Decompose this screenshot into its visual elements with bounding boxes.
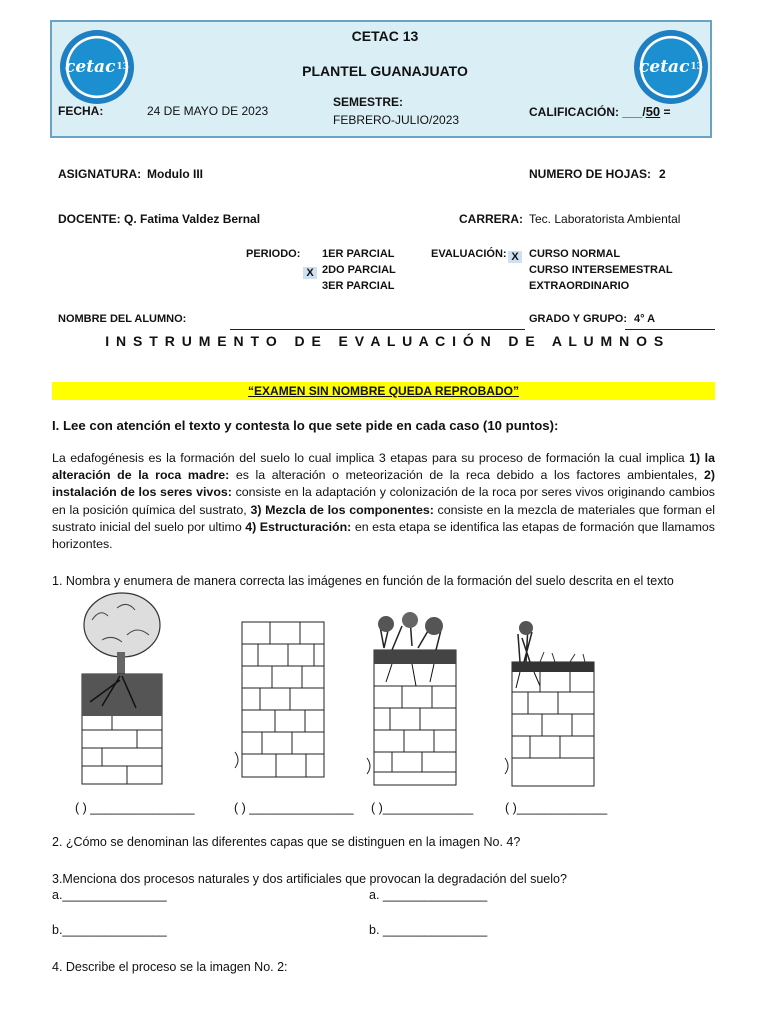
campus-title: PLANTEL GUANAJUATO: [302, 63, 468, 79]
periodo-1: 1ER PARCIAL: [322, 248, 395, 260]
soil-image-grass: [500, 618, 610, 790]
evaluacion-2: CURSO INTERSEMESTRAL: [529, 264, 673, 276]
soil-image-plants: [362, 610, 472, 790]
evaluacion-3: EXTRAORDINARIO: [529, 280, 630, 292]
carrera-label: CARRERA:: [459, 212, 523, 226]
periodo-label: PERIODO:: [246, 248, 301, 260]
question-4: 4. Describe el proceso se la imagen No. 2:: [52, 960, 288, 974]
alumno-line[interactable]: [230, 329, 525, 330]
answer-blank-3[interactable]: ( )_____________: [371, 801, 474, 815]
answer-blank-4[interactable]: ( )_____________: [505, 801, 608, 815]
hojas-label: NUMERO DE HOJAS:: [529, 167, 652, 181]
hojas-value: 2: [659, 167, 666, 181]
asignatura-value: Modulo III: [147, 167, 203, 181]
section-title: I. Lee con atención el texto y contesta lo que sete pide en cada caso (10 puntos):: [52, 418, 559, 433]
answer-blank-1[interactable]: ( ) _______________: [75, 801, 195, 815]
question-3: 3.Menciona dos procesos naturales y dos artificiales que provocan la degradación del suelo?: [52, 872, 567, 886]
fecha-value: 24 DE MAYO DE 2023: [147, 104, 269, 118]
grado-line: [625, 329, 715, 330]
instrument-title: I N S T R U M E N T O D E E V A L U A C I Ó N D E A L U M N O S: [105, 333, 665, 349]
calificacion: CALIFICACIÓN: ___/50 =: [529, 104, 671, 119]
soil-image-tree: [72, 590, 182, 790]
grado-label: GRADO Y GRUPO:: [529, 313, 627, 325]
alumno-label: NOMBRE DEL ALUMNO:: [58, 313, 187, 325]
cetac-logo-right: cetac 13: [634, 30, 708, 104]
instruction-paragraph: La edafogénesis es la formación del suelo lo cual implica 3 etapas para su proceso de formación la cual implica 1) la alteración de la roca madre: es la alteración o meteorización de la reca debido a los factores ambientales, 2) instalación de los seres vivos: consiste en la adaptación y colonización de la roca por seres vivos originando cambios en la posición química del sustrato, 3) Mezcla de los componentes: consiste en la mezcla de materiales que forman el sustrato inicial del suelo por ultimo 4) Estructuración: en esta etapa se identifica las etapas de formación que llamamos horizontes.: [52, 451, 716, 552]
evaluacion-check: X: [508, 247, 522, 265]
fecha-label: FECHA:: [58, 104, 104, 118]
docente: DOCENTE: Q. Fatima Valdez Bernal: [58, 212, 261, 226]
periodo-3: 3ER PARCIAL: [322, 280, 395, 292]
question-2: 2. ¿Cómo se denominan las diferentes capas que se distinguen en la imagen No. 4?: [52, 835, 521, 849]
soil-image-rock: [230, 600, 340, 790]
semestre-value: FEBRERO-JULIO/2023: [333, 113, 460, 127]
asignatura-label: ASIGNATURA:: [58, 167, 142, 181]
answer-blank-2[interactable]: ( ) _______________: [234, 801, 354, 815]
carrera-value: Tec. Laboratorista Ambiental: [529, 212, 681, 226]
q3-b-left[interactable]: b._______________: [52, 923, 167, 937]
warning-banner: “EXAMEN SIN NOMBRE QUEDA REPROBADO”: [52, 382, 715, 400]
cetac-logo-left: cetac 13: [60, 30, 134, 104]
grado-value: 4° A: [634, 313, 656, 325]
question-1: 1. Nombra y enumera de manera correcta las imágenes en función de la formación del suelo descrita en el texto: [52, 574, 674, 588]
semestre-label: SEMESTRE:: [333, 95, 404, 109]
periodo-2: 2DO PARCIAL: [322, 264, 396, 276]
school-title: CETAC 13: [351, 28, 419, 44]
evaluacion-1: CURSO NORMAL: [529, 248, 621, 260]
q3-b-right[interactable]: b. _______________: [369, 923, 488, 937]
q3-a-right[interactable]: a. _______________: [369, 888, 488, 902]
q3-a-left[interactable]: a._______________: [52, 888, 167, 902]
periodo-check: X: [303, 263, 317, 281]
evaluacion-label: EVALUACIÓN:: [431, 248, 507, 260]
